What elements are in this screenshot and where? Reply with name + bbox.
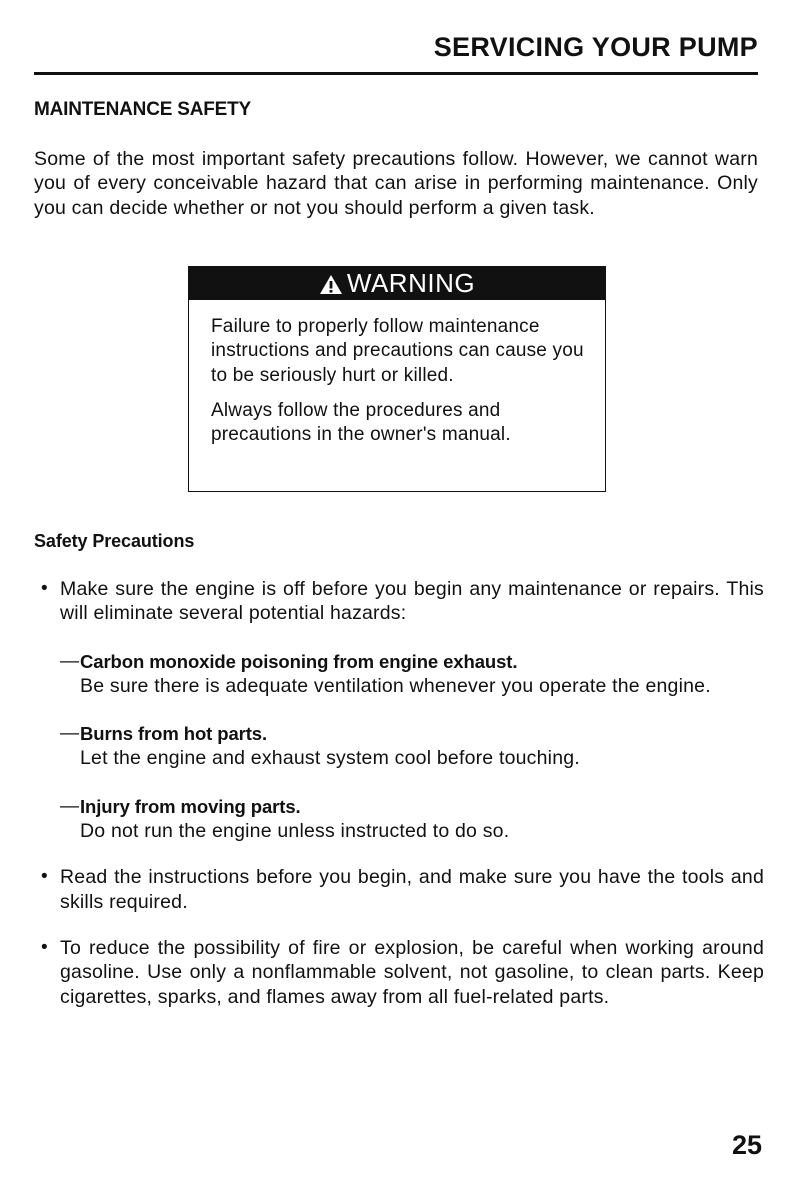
bullet-glyph: •	[41, 936, 48, 958]
hazard-item	[34, 650, 764, 699]
section-title: MAINTENANCE SAFETY	[34, 99, 252, 120]
warning-label: WARNING	[346, 268, 476, 298]
warning-box	[188, 266, 606, 492]
intro-paragraph: Some of the most important safety precautions follow. However, we cannot warn you of every conceivable hazard that can arise in performing maintenance. Only you can decide whether or not you should perform a given task.	[34, 148, 758, 219]
dash-glyph: —	[60, 650, 79, 672]
dash-glyph: —	[60, 723, 79, 745]
bullet-text: To reduce the possibility of fire or explosion, be careful when working around gasoline. Use only a nonflammable solvent, not gasoline, to clean parts. Keep cigarettes, sparks, and flames away from all fuel-related parts.	[60, 936, 764, 1008]
warning-header	[189, 267, 605, 300]
page-header	[34, 30, 758, 75]
hazard-item	[34, 795, 764, 844]
header-title: SERVICING YOUR PUMP	[433, 32, 758, 62]
dash-glyph: —	[60, 795, 79, 817]
bullet-glyph: •	[41, 578, 48, 599]
list-item	[34, 936, 764, 1009]
warning-triangle-icon	[319, 274, 343, 295]
list-item	[34, 865, 764, 914]
hazard-text: Do not run the engine unless instructed to do so.	[80, 820, 510, 843]
hazard-text: Let the engine and exhaust system cool before touching.	[80, 747, 580, 770]
hazard-title: Injury from moving parts.	[80, 795, 301, 817]
bullet-text: Make sure the engine is off before you begin any maintenance or repairs. This will eliminate several potential hazards:	[60, 578, 764, 625]
hazard-title: Burns from hot parts.	[80, 723, 268, 745]
bullet-glyph: •	[41, 866, 48, 888]
page-number: 25	[731, 1130, 762, 1160]
warning-paragraph: Failure to properly follow maintenance instructions and precautions can cause you to be seriously hurt or killed.	[211, 316, 584, 386]
precautions-list	[34, 577, 764, 1009]
hazard-item	[34, 722, 764, 771]
bullet-text: Read the instructions before you begin, and make sure you have the tools and skills required.	[60, 866, 764, 913]
hazard-text: Be sure there is adequate ventilation whenever you operate the engine.	[80, 674, 711, 697]
safety-precautions-title: Safety Precautions	[34, 531, 195, 551]
warning-text	[211, 315, 591, 447]
hazard-title: Carbon monoxide poisoning from engine exhaust.	[80, 650, 518, 672]
list-item	[34, 577, 764, 626]
warning-paragraph: Always follow the procedures and precautions in the owner's manual.	[211, 399, 511, 446]
